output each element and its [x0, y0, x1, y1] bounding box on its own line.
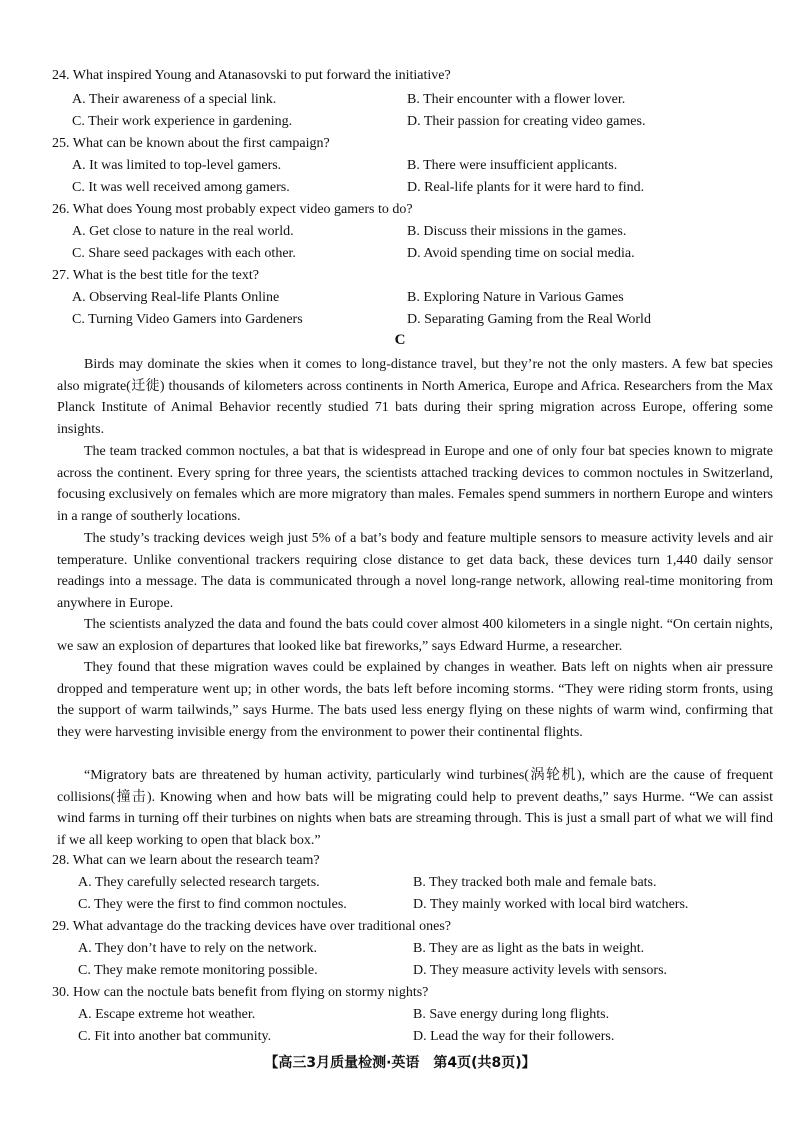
question-26-stem: 26. What does Young most probably expect video gamers to do? [52, 202, 413, 217]
passage-paragraph-3 [57, 528, 773, 614]
passage-paragraph-3-text: The study’s tracking devices weigh just 5% of a bat’s body and feature multiple sensors to measure activity levels and air temperature. Unlike conventional trackers requiring close distance to get data back, these devices turn 1,440 daily sensor readings into a message. The data is communicated through a novel long-range network, allowing real-time monitoring from anywhere in Europe. [57, 531, 773, 611]
passage-paragraph-5 [57, 657, 773, 743]
q26-option-a: A. Get close to nature in the real world. [72, 224, 294, 239]
q27-option-d: D. Separating Gaming from the Real World [407, 312, 651, 327]
q26-option-b: B. Discuss their missions in the games. [407, 224, 627, 239]
q24-option-b: B. Their encounter with a flower lover. [407, 92, 626, 107]
q28-option-a: A. They carefully selected research targets. [78, 875, 320, 890]
passage-paragraph-4-text: The scientists analyzed the data and found the bats could cover almost 400 kilometers in a single night. “On certain nights, we saw an explosion of departures that looked like bat fireworks,” says Edward Hurme, a researcher. [57, 617, 773, 654]
question-25-stem: 25. What can be known about the first campaign? [52, 136, 330, 151]
passage-paragraph-1 [57, 354, 773, 440]
q27-option-a: A. Observing Real-life Plants Online [72, 290, 280, 305]
passage-paragraph-4 [57, 614, 773, 657]
passage-paragraph-2 [57, 441, 773, 527]
q28-option-b: B. They tracked both male and female bats. [413, 875, 657, 890]
q27-option-b: B. Exploring Nature in Various Games [407, 290, 624, 305]
q25-option-a: A. It was limited to top-level gamers. [72, 158, 282, 173]
question-30-stem: 30. How can the noctule bats benefit from flying on stormy nights? [52, 985, 429, 1000]
page-footer: 【高三3月质量检测·英语 第4页(共8页)】 [264, 1055, 536, 1071]
q30-option-b: B. Save energy during long flights. [413, 1007, 610, 1022]
passage-paragraph-1-text: Birds may dominate the skies when it comes to long-distance travel, but they’re not the only masters. A few bat species also migrate(迁徙) thousands of kilometers across continents in North America, Europe and Africa. Researchers from the Max Planck Institute of Animal Behavior recently studied 71 bats during their spring migration across Europe, offering some insights. [57, 357, 773, 437]
q24-option-a: A. Their awareness of a special link. [72, 92, 277, 107]
q25-option-c: C. It was well received among gamers. [72, 180, 290, 195]
q29-option-b: B. They are as light as the bats in weight. [413, 941, 645, 956]
q30-option-d: D. Lead the way for their followers. [413, 1029, 615, 1044]
section-label: C [394, 332, 406, 348]
question-29-stem: 29. What advantage do the tracking devices have over traditional ones? [52, 919, 451, 934]
q30-option-a: A. Escape extreme hot weather. [78, 1007, 256, 1022]
q27-option-c: C. Turning Video Gamers into Gardeners [72, 312, 303, 327]
q28-option-d: D. They mainly worked with local bird watchers. [413, 897, 689, 912]
q29-option-a: A. They don’t have to rely on the network. [78, 941, 317, 956]
passage-paragraph-2-text: The team tracked common noctules, a bat that is widespread in Europe and one of only four bat species known to migrate across the continent. Every spring for three years, the scientists attached tracking devices to common noctules in Switzerland, focusing exclusively on females which are more migratory than males. Females spend summers in northern Europe and winters in a range of southerly locations. [57, 444, 773, 524]
q24-option-c: C. Their work experience in gardening. [72, 114, 293, 129]
question-28-stem: 28. What can we learn about the research team? [52, 853, 320, 868]
q29-option-c: C. They make remote monitoring possible. [78, 963, 318, 978]
passage-paragraph-5-text: They found that these migration waves could be explained by changes in weather. Bats left on nights when air pressure dropped and temperature went up; in other words, the bats left before incoming storms. “They were riding storm fronts, using the support of warm tailwinds,” says Hurme. The bats used less energy flying on these nights of warm wind, confirming that they were harvesting invisible energy from the environment to power their continental flights. [57, 660, 773, 740]
q25-option-b: B. There were insufficient applicants. [407, 158, 618, 173]
q28-option-c: C. They were the first to find common noctules. [78, 897, 347, 912]
q26-option-c: C. Share seed packages with each other. [72, 246, 296, 261]
q26-option-d: D. Avoid spending time on social media. [407, 246, 635, 261]
q29-option-d: D. They measure activity levels with sensors. [413, 963, 668, 978]
question-27-stem: 27. What is the best title for the text? [52, 268, 259, 283]
q25-option-d: D. Real-life plants for it were hard to find. [407, 180, 645, 195]
q30-option-c: C. Fit into another bat community. [78, 1029, 272, 1044]
passage-paragraph-6 [57, 765, 773, 851]
passage-paragraph-6-text: “Migratory bats are threatened by human activity, particularly wind turbines(涡轮机), which are the cause of frequent collisions(撞击). Knowing when and how bats will be migrating could help to prevent deaths,” says Hurme. “We can assist wind farms in turning off their turbines on nights when bats are streaming through. This is just a small part of what we will find if we all keep working to open that black box.” [57, 768, 773, 848]
question-24-stem: 24. What inspired Young and Atanasovski to put forward the initiative? [52, 68, 451, 83]
q24-option-d: D. Their passion for creating video games. [407, 114, 646, 129]
